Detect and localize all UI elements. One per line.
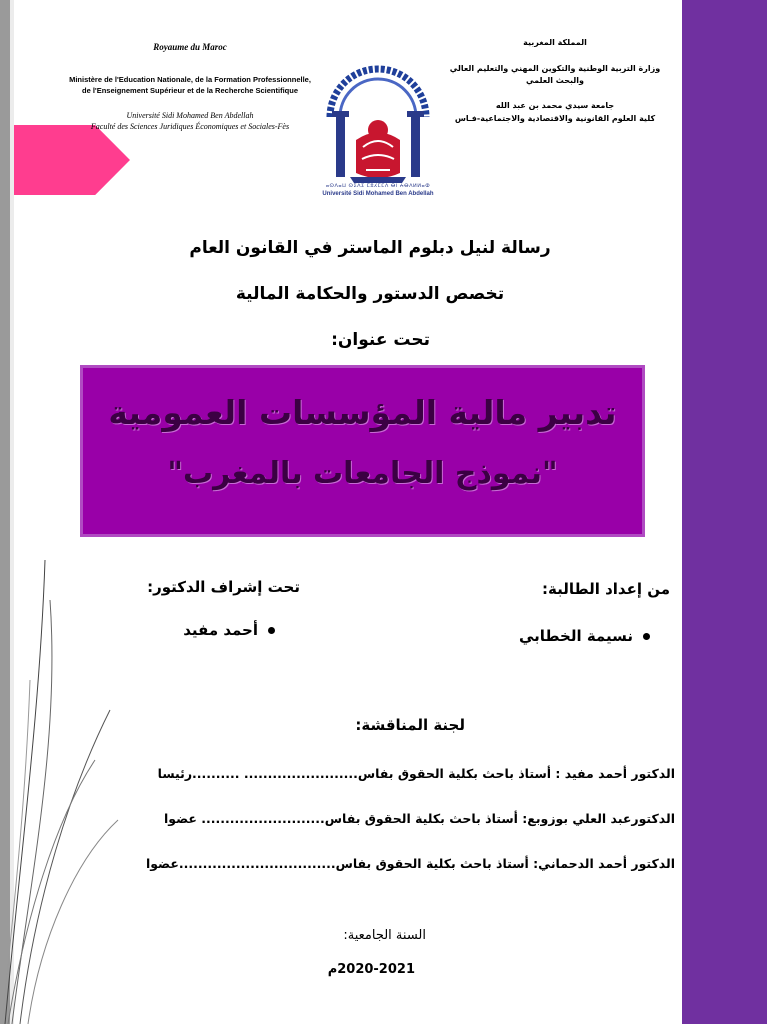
kingdom-ar: المملكة المغربية xyxy=(523,38,587,47)
pink-arrow-decoration xyxy=(14,125,130,195)
supervisor-label: تحت إشراف الدكتور: xyxy=(147,578,300,596)
ministry-ar: وزارة التربية الوطنية والتكوين المهني والتعليم العالي والبحث العلمي xyxy=(449,64,661,85)
academic-year-value: 2020-2021م xyxy=(327,962,415,977)
ministry-fr: Ministère de l'Education Nationale, de la Formation Professionnelle, de l'Enseignement Supérieur et de la Recherche Scientifique xyxy=(69,75,311,95)
logo-caption-fr: Université Sidi Mohamed Ben Abdellah xyxy=(322,191,434,197)
arabic-header xyxy=(440,38,670,125)
french-header xyxy=(60,42,320,132)
committee-member: الدكتور أحمد الدحماني: أستاذ باحث بكلية الحقوق بفاس.................................عضوا xyxy=(145,856,675,871)
supervisor-name-item xyxy=(145,621,275,639)
university-ar: جامعة سيدي محمد بن عبد الله كلية العلوم القانونية والاقتصادية والاجتماعية-فـاس xyxy=(454,101,656,123)
academic-year-label: السنة الجامعية: xyxy=(343,928,426,943)
committee-member: الدكتور أحمد مفيد : أستاذ باحث بكلية الحقوق بفاس........................ ..........رئيسا xyxy=(157,766,675,781)
student-label: من إعداد الطالبة: xyxy=(542,580,670,598)
logo-caption-amazigh: ⴰⵙⴷⴰⵡ ⵙⵉⴷⵉ ⵎⵓⵃⵎⵎⴷ ⴱⵏ ⵄⴱⴷⵍⵍⴰⵀ xyxy=(325,183,431,189)
student-name-item xyxy=(500,627,650,645)
committee-member: الدكتورعبد العلي بوزوبع: أستاذ باحث بكلية الحقوق بفاس.......................... عضوا xyxy=(163,811,675,826)
bullet-icon xyxy=(268,627,275,634)
degree-line: رسالة لنيل دبلوم الماستر في القانون العام xyxy=(189,238,551,258)
committee-label: لجنة المناقشة: xyxy=(355,716,465,734)
supervisor-name: أحمد مفيد xyxy=(183,621,258,639)
thesis-title-box xyxy=(80,365,645,537)
bullet-icon xyxy=(643,633,650,640)
kingdom-fr: Royaume du Maroc xyxy=(153,42,227,52)
thesis-title-subtitle: "نموذج الجامعات بالمغرب" xyxy=(167,456,558,491)
swirl-lines-decoration xyxy=(0,560,120,1024)
specialization-line: تخصص الدستور والحكامة المالية xyxy=(235,284,505,304)
under-title-label: تحت عنوان: xyxy=(331,330,430,350)
thesis-title-main: تدبير مالية المؤسسات العمومية xyxy=(108,393,617,432)
university-fr: Université Sidi Mohamed Ben Abdellah Faculté des Sciences Juridiques Économiques et Sociales-Fès xyxy=(90,111,290,131)
student-name: نسيمة الخطابي xyxy=(518,627,633,645)
right-purple-band xyxy=(682,0,767,1024)
